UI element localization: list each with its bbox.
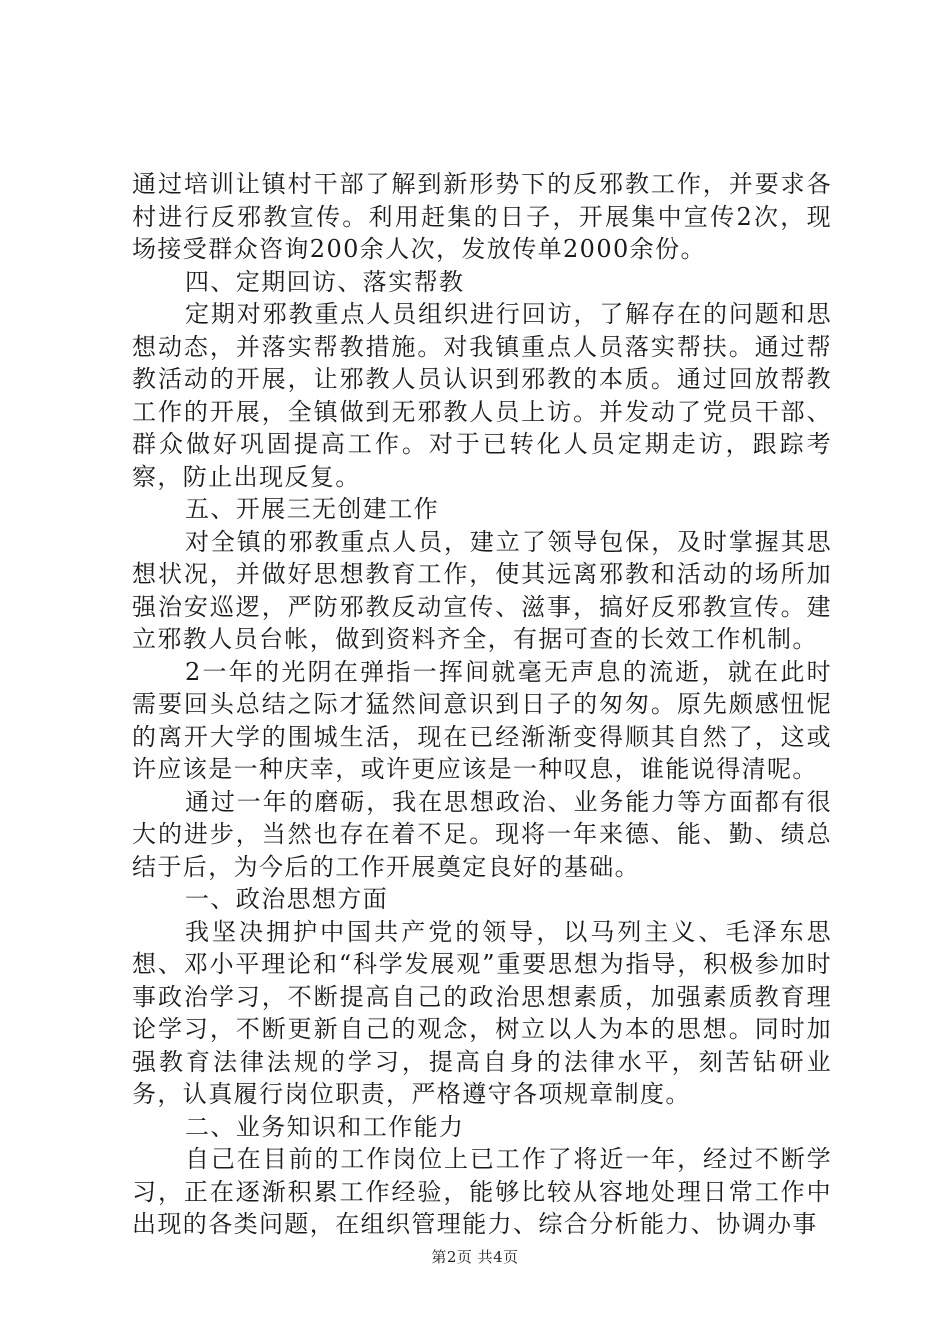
document-body bbox=[132, 168, 832, 1241]
body-paragraph: 我坚决拥护中国共产党的领导，以马列主义、毛泽东思想、邓小平理论和“科学发展观”重要思想为指导，积极参加时事政治学习，不断提高自己的政治思想素质，加强素质教育理论学习，不断更新自己的观念，树立以人为本的思想。同时加强教育法律法规的学习，提高自身的法律水平，刻苦钻研业务，认真履行岗位职责，严格遵守各项规章制度。 bbox=[132, 917, 832, 1108]
body-paragraph: 对全镇的邪教重点人员，建立了领导包保，及时掌握其思想状况，并做好思想教育工作，使其远离邪教和活动的场所加强治安巡逻，严防邪教反动宣传、滋事，搞好反邪教宣传。建立邪教人员台帐，做到资料齐全，有据可查的长效工作机制。 bbox=[132, 527, 832, 653]
section-heading: 五、开展三无创建工作 bbox=[185, 495, 439, 523]
section-heading: 四、定期回访、落实帮教 bbox=[185, 267, 465, 296]
body-paragraph: 定期对邪教重点人员组织进行回访，了解存在的问题和思想动态，并落实帮教措施。对我镇重点人员落实帮扶。通过帮教活动的开展，让邪教人员认识到邪教的本质。通过回放帮教工作的开展，全镇做到无邪教人员上访。并发动了党员干部、群众做好巩固提高工作。对于已转化人员定期走访，跟踪考察，防止出现反复。 bbox=[132, 300, 832, 491]
section-heading: 二、业务知识和工作能力 bbox=[185, 1112, 465, 1141]
section-heading: 一、政治思想方面 bbox=[185, 885, 389, 913]
body-paragraph: 2一年的光阴在弹指一挥间就毫无声息的流逝，就在此时需要回头总结之际才猛然间意识到日子的匆匆。原先颇感忸怩的离开大学的围城生活，现在已经渐渐变得顺其自然了，这或许应该是一种庆幸，或许更应该是一种叹息，谁能说得清呢。 bbox=[132, 657, 832, 783]
body-paragraph: 通过一年的磨砺，我在思想政治、业务能力等方面都有很大的进步，当然也存在着不足。现将一年来德、能、勤、绩总结于后，为今后的工作开展奠定良好的基础。 bbox=[132, 787, 832, 881]
page-footer: 第2页 共4页 bbox=[431, 1248, 519, 1266]
body-paragraph: 自己在目前的工作岗位上已工作了将近一年，经过不断学习，正在逐渐积累工作经验，能够比较从容地处理日常工作中出现的各类问题，在组织管理能力、综合分析能力、协调办事 bbox=[132, 1145, 832, 1238]
body-paragraph: 通过培训让镇村干部了解到新形势下的反邪教工作，并要求各村进行反邪教宣传。利用赶集的日子，开展集中宣传2次，现场接受群众咨询200余人次，发放传单2000余份。 bbox=[132, 170, 832, 263]
